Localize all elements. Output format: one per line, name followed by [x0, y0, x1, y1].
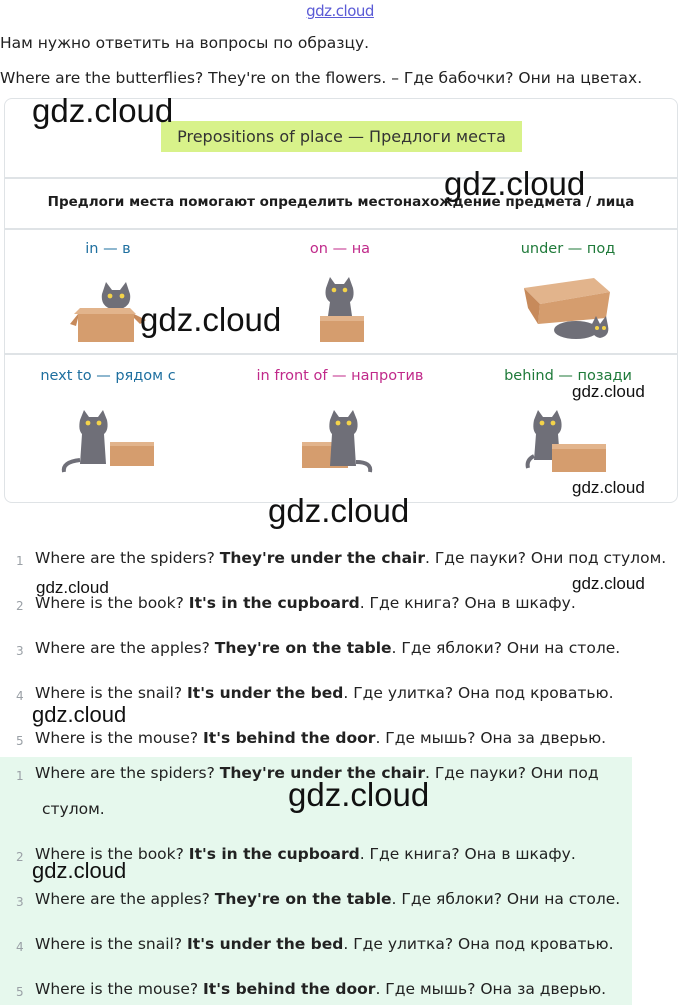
item-number: 2	[16, 599, 24, 613]
watermark: gdz.cloud	[288, 776, 430, 813]
preposition-next-to: next to — рядом с	[40, 368, 176, 384]
item-number: 2	[16, 850, 24, 864]
preposition-in-front-of: in front of — напротив	[256, 368, 424, 384]
item-text-continuation: стулом.	[42, 800, 105, 818]
item-text: Where are the spiders? They're under the chair. Где пауки? Они под	[35, 764, 599, 782]
item-number: 4	[16, 689, 24, 703]
item-text: Where are the apples? They're on the table. Где яблоки? Они на столе.	[35, 639, 621, 657]
card-title: Prepositions of place — Предлоги места	[161, 121, 522, 152]
watermark: gdz.cloud	[268, 492, 410, 529]
preposition-on: on — на	[309, 241, 371, 257]
item-text: Where are the spiders? They're under the chair. Где пауки? Они под стулом.	[35, 549, 667, 567]
item-text: Where is the snail? It's under the bed. Где улитка? Она под кроватью.	[35, 935, 614, 953]
list-item	[0, 887, 680, 917]
list-item	[0, 932, 680, 962]
watermark: gdz.cloud	[32, 702, 127, 727]
item-number: 5	[16, 985, 24, 999]
item-number: 5	[16, 734, 24, 748]
item-number: 1	[16, 554, 24, 568]
item-number: 1	[16, 769, 24, 783]
card-divider	[4, 228, 678, 230]
cat-under-box-illustration	[524, 278, 614, 340]
watermark: gdz.cloud	[32, 92, 174, 129]
item-number: 4	[16, 940, 24, 954]
watermark: gdz.cloud	[140, 301, 282, 338]
preposition-in: in — в	[85, 241, 131, 257]
list-item	[0, 726, 680, 756]
watermark: gdz.cloud	[36, 578, 109, 597]
item-text: Where is the book? It's in the cupboard. Где книга? Она в шкафу.	[35, 594, 576, 612]
item-text: Where is the snail? It's under the bed. Где улитка? Она под кроватью.	[35, 684, 614, 702]
item-text: Where are the apples? They're on the table. Где яблоки? Они на столе.	[35, 890, 621, 908]
top-watermark-link[interactable]: gdz.cloud	[306, 2, 374, 20]
cat-next-to-box-illustration	[58, 410, 158, 474]
preposition-under: under — под	[520, 241, 616, 257]
list-item	[0, 636, 680, 666]
item-text: Where is the mouse? It's behind the door. Где мышь? Она за дверью.	[35, 729, 607, 747]
cat-in-front-of-box-illustration	[300, 410, 380, 474]
watermark: gdz.cloud	[444, 165, 586, 202]
card-divider	[4, 353, 678, 355]
item-text: Where is the book? It's in the cupboard. Где книга? Она в шкафу.	[35, 845, 576, 863]
item-number: 3	[16, 895, 24, 909]
watermark: gdz.cloud	[572, 574, 645, 593]
item-number: 3	[16, 644, 24, 658]
intro-line-1: Нам нужно ответить на вопросы по образцу.	[0, 34, 370, 52]
intro-line-2: Where are the butterflies? They're on the flowers. – Где бабочки? Они на цветах.	[0, 69, 643, 87]
cat-behind-box-illustration	[526, 410, 610, 474]
cat-on-box-illustration	[316, 276, 366, 344]
preposition-behind: behind — позади	[504, 368, 632, 384]
list-item	[0, 977, 680, 1007]
watermark: gdz.cloud	[572, 382, 645, 401]
card-subtitle: Предлоги места помогают определить местонахождение предмета / лица	[47, 194, 635, 210]
cat-in-box-illustration	[70, 278, 150, 344]
item-text: Where is the mouse? It's behind the door. Где мышь? Она за дверью.	[35, 980, 607, 998]
list-item	[0, 546, 680, 576]
watermark: gdz.cloud	[572, 478, 645, 497]
watermark: gdz.cloud	[32, 858, 127, 883]
